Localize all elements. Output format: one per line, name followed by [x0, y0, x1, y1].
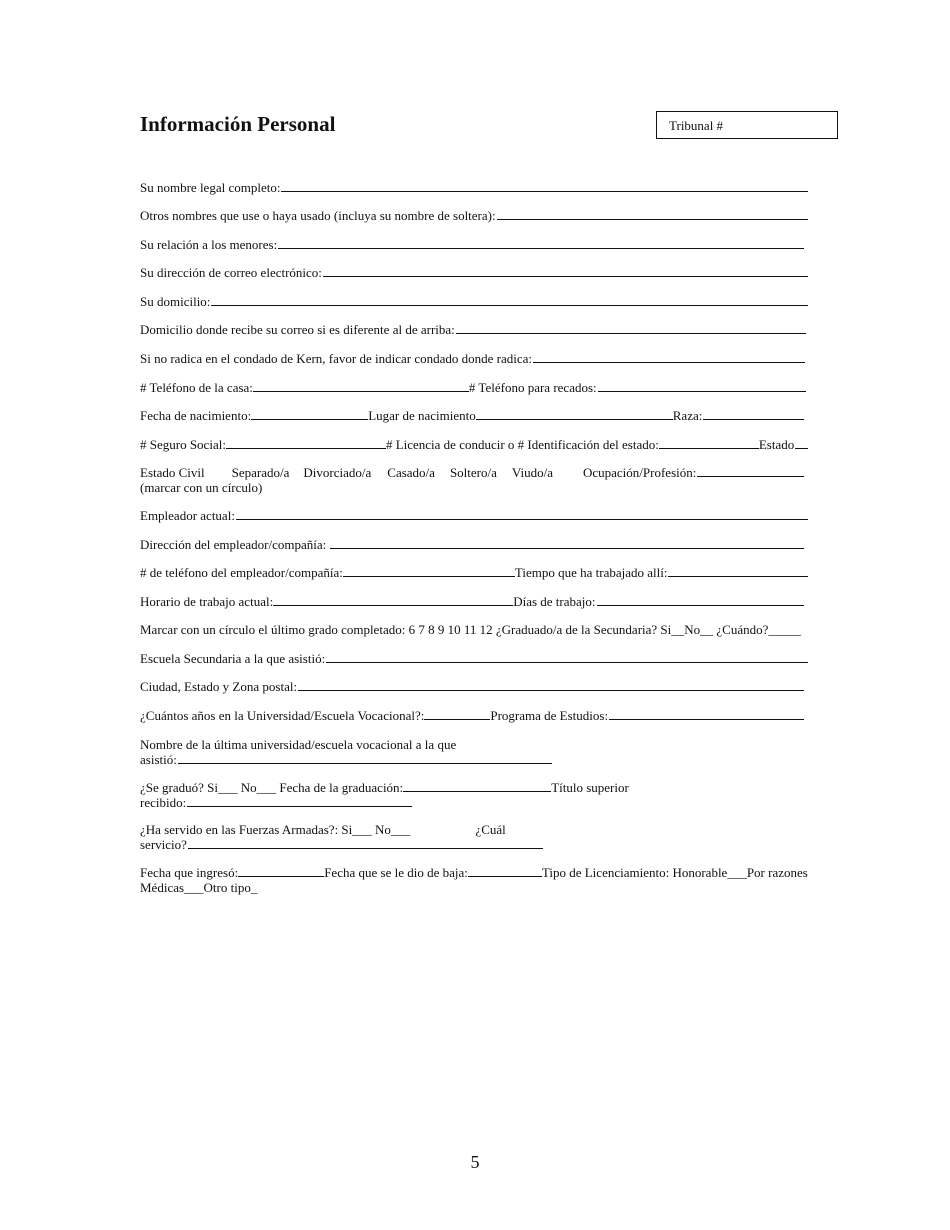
birth-date-field[interactable]: [251, 408, 368, 420]
ids-row: [140, 437, 810, 452]
college-years-field[interactable]: [424, 708, 490, 720]
page-title: Información Personal: [140, 112, 336, 136]
marital-label: Estado Civil: [140, 465, 205, 480]
occupation-field[interactable]: [697, 465, 804, 477]
graduated-label[interactable]: ¿Se graduó? Si___ No___ Fecha de la graduación:: [140, 780, 404, 795]
employer-phone-label: # de teléfono del empleador/compañía:: [140, 565, 343, 580]
service-label: ¿Cuál: [475, 822, 506, 837]
employer-row: [140, 508, 810, 523]
last-college-block: [140, 737, 810, 767]
discharge-type-label-2[interactable]: Médicas___Otro tipo_: [140, 880, 258, 895]
ssn-field[interactable]: [226, 437, 386, 449]
discharge-date-field[interactable]: [468, 865, 542, 877]
employer-address-row: [140, 537, 806, 552]
legal-name-row: [140, 180, 810, 195]
home-phone-label: # Teléfono de la casa:: [140, 380, 253, 395]
high-school-field[interactable]: [326, 651, 808, 663]
county-label: Si no radica en el condado de Kern, favor de indicar condado donde radica:: [140, 351, 533, 366]
page-number: 5: [470, 1152, 480, 1172]
marital-option-casado[interactable]: Casado/a: [387, 465, 435, 480]
license-label: # Licencia de conducir o # Identificación del estado:: [385, 437, 659, 452]
tribunal-number-field[interactable]: Tribunal #: [656, 111, 838, 139]
relation-field[interactable]: [278, 237, 804, 249]
work-hours-label: Horario de trabajo actual:: [140, 594, 274, 609]
college-years-label: ¿Cuántos años en la Universidad/Escuela Vocacional?:: [140, 708, 425, 723]
study-program-field[interactable]: [609, 708, 804, 720]
relation-row: [140, 237, 806, 252]
graduation-date-field[interactable]: [403, 780, 551, 792]
residence-label: Su domicilio:: [140, 294, 211, 309]
marital-note: (marcar con un círculo): [140, 480, 263, 495]
message-phone-field[interactable]: [598, 380, 806, 392]
city-zip-row: [140, 679, 806, 694]
race-label: Raza:: [672, 408, 703, 423]
discharge-type-label[interactable]: Tipo de Licenciamiento: Honorable___Por razones: [541, 865, 808, 880]
race-field[interactable]: [703, 408, 804, 420]
birth-row: [140, 408, 806, 423]
marital-option-viudo[interactable]: Viudo/a: [511, 465, 553, 480]
legal-name-field[interactable]: [281, 180, 808, 192]
state-field[interactable]: [795, 437, 808, 449]
email-field[interactable]: [323, 265, 808, 277]
state-label: Estado: [758, 437, 795, 452]
mailing-label: Domicilio donde recibe su correo si es diferente al de arriba:: [140, 322, 455, 337]
last-college-field[interactable]: [178, 752, 552, 764]
birth-place-label: Lugar de nacimiento: [368, 408, 476, 423]
relation-label: Su relación a los menores:: [140, 237, 278, 252]
birth-date-label: Fecha de nacimiento:: [140, 408, 252, 423]
graduated-block: [140, 780, 810, 810]
other-names-row: [140, 208, 810, 223]
degree-label: Título superior: [551, 780, 629, 795]
mailing-row: [140, 322, 808, 337]
last-college-label: Nombre de la última universidad/escuela vocacional a la que: [140, 737, 457, 752]
degree-label-2: recibido:: [140, 795, 187, 810]
county-field[interactable]: [533, 351, 805, 363]
discharge-date-label: Fecha que se le dio de baja:: [324, 865, 468, 880]
service-field[interactable]: [188, 837, 543, 849]
residence-field[interactable]: [211, 294, 808, 306]
employer-label: Empleador actual:: [140, 508, 235, 523]
military-label[interactable]: ¿Ha servido en las Fuerzas Armadas?: Si___ No___: [140, 822, 411, 837]
city-zip-field[interactable]: [298, 679, 804, 691]
entry-date-label: Fecha que ingresó:: [140, 865, 239, 880]
degree-field[interactable]: [187, 795, 412, 807]
residence-row: [140, 294, 810, 309]
grade-row[interactable]: Marcar con un círculo el último grado completado: 6 7 8 9 10 11 12 ¿Graduado/a de la Secundaria? Si__No__ ¿Cuándo?_____: [140, 622, 801, 637]
employer-phone-row: [140, 565, 810, 580]
work-days-field[interactable]: [597, 594, 805, 606]
high-school-row: [140, 651, 810, 666]
discharge-block: [140, 865, 810, 895]
employer-phone-field[interactable]: [343, 565, 515, 577]
last-college-label-2: asistió:: [140, 752, 177, 767]
mailing-field[interactable]: [456, 322, 806, 334]
home-phone-field[interactable]: [253, 380, 469, 392]
work-days-label: Días de trabajo:: [513, 594, 596, 609]
email-row: [140, 265, 810, 280]
birth-place-field[interactable]: [476, 408, 673, 420]
legal-name-label: Su nombre legal completo:: [140, 180, 281, 195]
marital-row: [140, 465, 806, 495]
service-label-2: servicio?: [140, 837, 187, 852]
time-worked-field[interactable]: [668, 565, 808, 577]
county-row: [140, 351, 807, 366]
work-hours-field[interactable]: [273, 594, 513, 606]
entry-date-field[interactable]: [238, 865, 324, 877]
marital-option-separado[interactable]: Separado/a: [231, 465, 290, 480]
other-names-field[interactable]: [497, 208, 808, 220]
marital-option-soltero[interactable]: Soltero/a: [449, 465, 497, 480]
email-label: Su dirección de correo electrónico:: [140, 265, 322, 280]
employer-address-label: Dirección del empleador/compañía:: [140, 537, 327, 552]
work-hours-row: [140, 594, 806, 609]
phones-row: [140, 380, 808, 395]
other-names-label: Otros nombres que use o haya usado (incluya su nombre de soltera):: [140, 208, 496, 223]
ssn-label: # Seguro Social:: [140, 437, 226, 452]
message-phone-label: # Teléfono para recados:: [468, 380, 597, 395]
time-worked-label: Tiempo que ha trabajado allí:: [514, 565, 668, 580]
city-zip-label: Ciudad, Estado y Zona postal:: [140, 679, 298, 694]
study-program-label: Programa de Estudios:: [490, 708, 609, 723]
employer-address-field[interactable]: [330, 537, 804, 549]
high-school-label: Escuela Secundaria a la que asistió:: [140, 651, 326, 666]
marital-option-divorciado[interactable]: Divorciado/a: [303, 465, 372, 480]
college-row: [140, 708, 806, 723]
license-field[interactable]: [659, 437, 759, 449]
employer-field[interactable]: [236, 508, 808, 520]
military-block: [140, 822, 810, 852]
occupation-label: Ocupación/Profesión:: [582, 465, 697, 480]
